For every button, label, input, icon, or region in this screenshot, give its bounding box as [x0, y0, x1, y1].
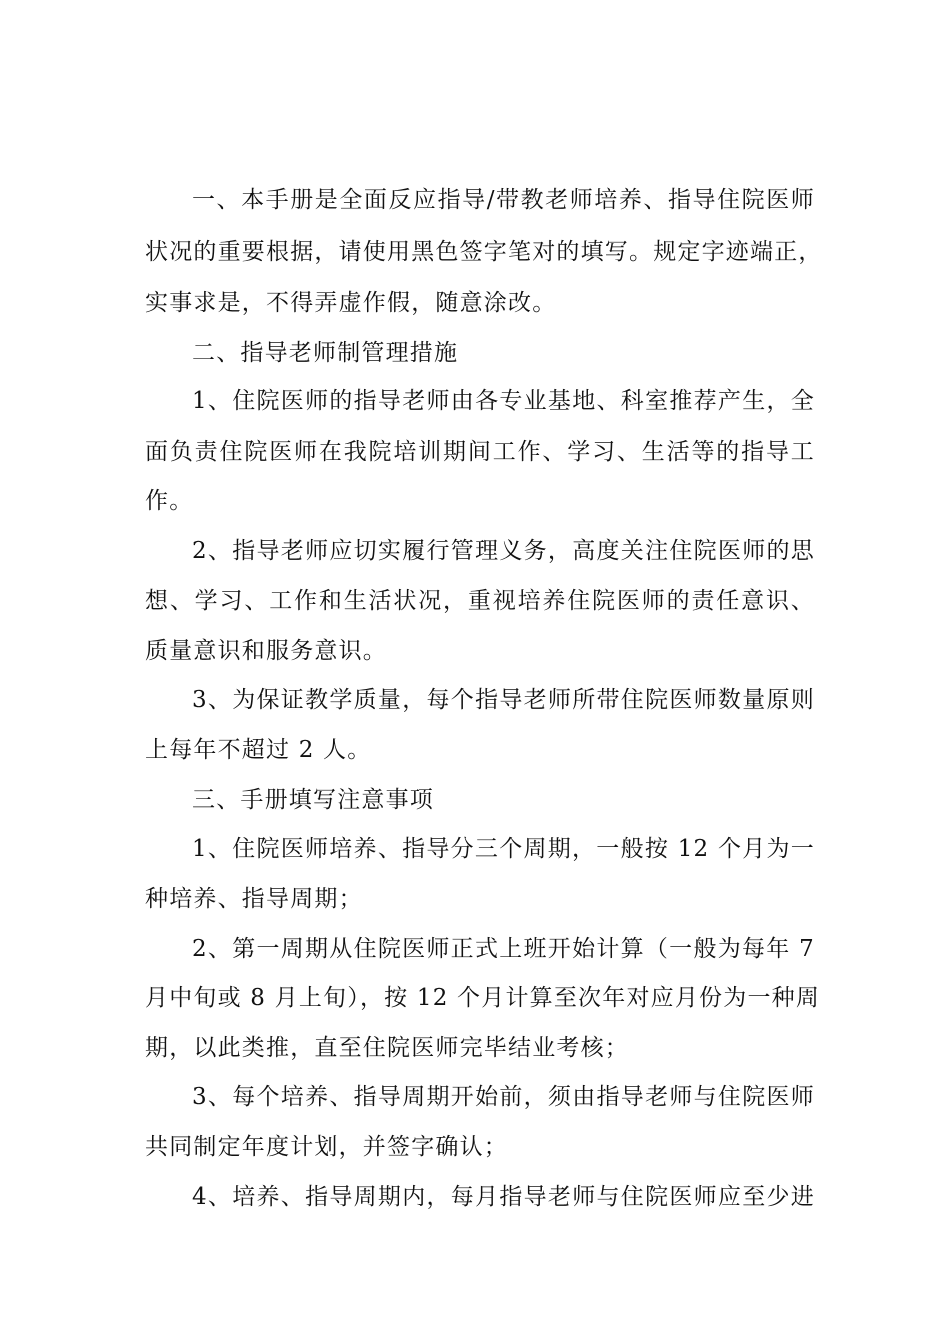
paragraph-line: 实事求是，不得弄虚作假，随意涂改。 [145, 290, 557, 316]
paragraph-line: 一、本手册是全面反应指导/带教老师培养、指导住院医师 [192, 187, 815, 213]
paragraph-line: 种培养、指导周期； [145, 886, 363, 912]
section-heading: 三、手册填写注意事项 [192, 787, 434, 813]
paragraph-line: 2、指导老师应切实履行管理义务，高度关注住院医师的思 [192, 538, 815, 564]
paragraph-line: 质量意识和服务意识。 [145, 638, 387, 664]
paragraph-line: 共同制定年度计划，并签字确认； [145, 1134, 508, 1160]
paragraph-line: 3、每个培养、指导周期开始前，须由指导老师与住院医师 [192, 1084, 815, 1110]
paragraph-line: 4、培养、指导周期内，每月指导老师与住院医师应至少进 [192, 1184, 815, 1210]
paragraph-line: 月中旬或 8 月上旬），按 12 个月计算至次年对应月份为一种周 [145, 985, 821, 1011]
paragraph-line: 作。 [145, 488, 194, 514]
paragraph-line: 1、住院医师培养、指导分三个周期，一般按 12 个月为一 [192, 836, 815, 862]
paragraph-line: 期，以此类推，直至住院医师完毕结业考核； [145, 1035, 629, 1061]
paragraph-line: 2、第一周期从住院医师正式上班开始计算（一般为每年 7 [192, 936, 815, 962]
paragraph-line: 1、住院医师的指导老师由各专业基地、科室推荐产生，全 [192, 388, 815, 414]
section-heading: 二、指导老师制管理措施 [192, 340, 459, 366]
paragraph-line: 上每年不超过 2 人。 [145, 737, 372, 763]
paragraph-line: 想、学习、工作和生活状况，重视培养住院医师的责任意识、 [145, 588, 815, 614]
paragraph-line: 状况的重要根据，请使用黑色签字笔对的填写。规定字迹端正， [145, 239, 823, 265]
paragraph-line: 3、为保证教学质量，每个指导老师所带住院医师数量原则 [192, 687, 815, 713]
paragraph-line: 面负责住院医师在我院培训期间工作、学习、生活等的指导工 [145, 439, 815, 465]
